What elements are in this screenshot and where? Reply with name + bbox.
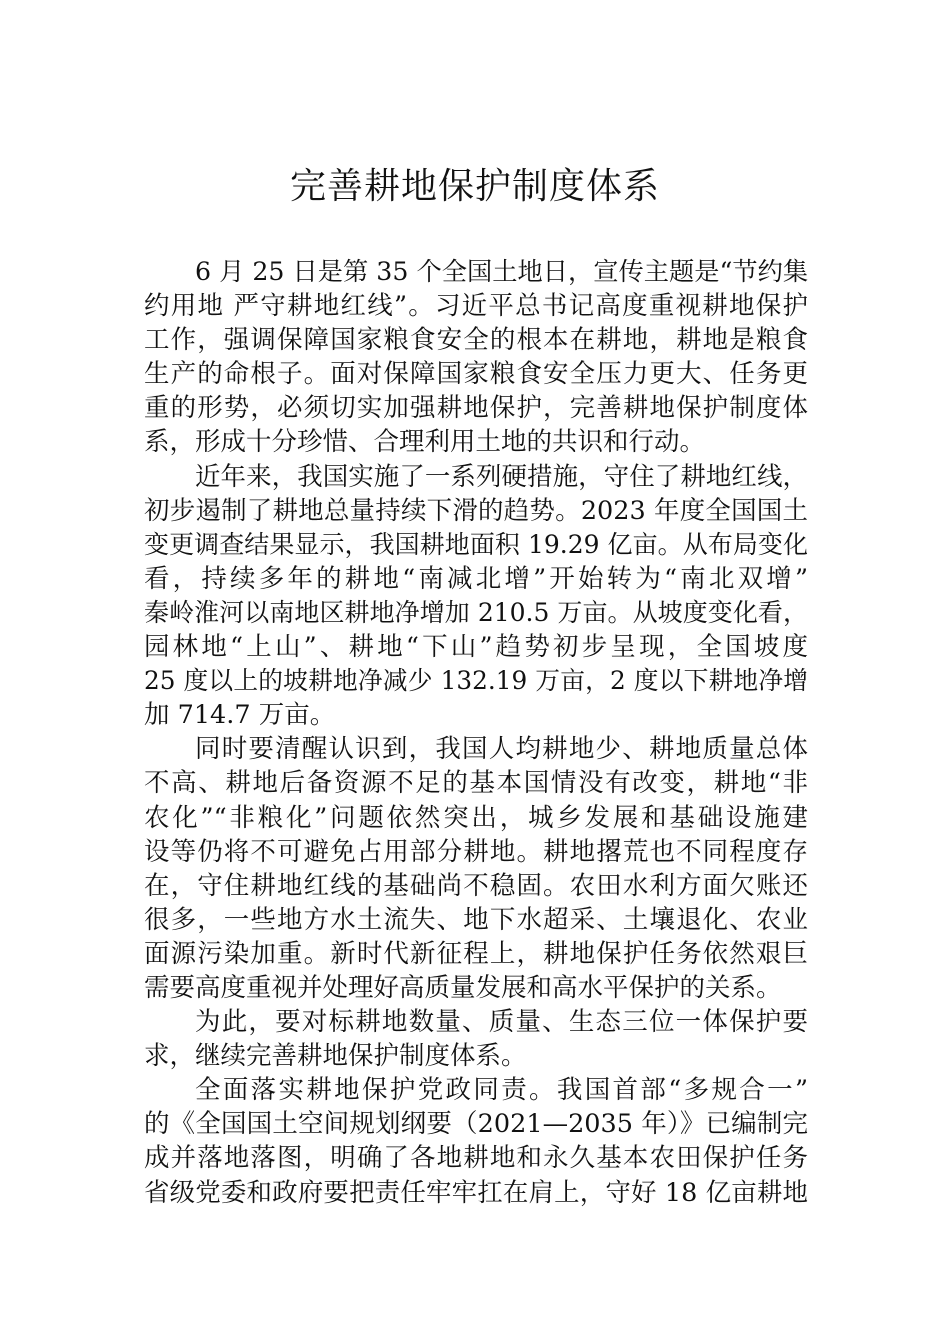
text-line: 省级党委和政府要把责任牢牢扛在肩上，守好 18 亿亩耕地 [144,1177,808,1208]
text-line: 重的形势，必须切实加强耕地保护，完善耕地保护制度体 [144,393,808,424]
document-body [144,255,808,1210]
text-line: 6 月 25 日是第 35 个全国土地日，宣传主题是“节约集 [195,257,808,286]
text-line: 在，守住耕地红线的基础尚不稳固。农田水利方面欠账还 [144,870,808,901]
text-line: 面源污染加重。新时代新征程上，耕地保护任务依然艰巨 [144,938,808,969]
text-line: 的《全国国土空间规划纲要（2021—2035 年）》已编制完 [144,1109,808,1140]
paragraph [144,1005,808,1073]
text-line: 园林地“上山”、耕地“下山”趋势初步呈现，全国坡度 [144,632,808,663]
text-line: 设等仍将不可避免占用部分耕地。耕地撂荒也不同程度存 [144,836,808,867]
text-line: 加 714.7 万亩。 [144,700,336,731]
paragraph [144,460,808,733]
text-line: 生产的命根子。面对保障国家粮食安全压力更大、任务更 [144,359,808,390]
text-line: 需要高度重视并处理好高质量发展和高水平保护的关系。 [144,972,782,1003]
text-line: 秦岭淮河以南地区耕地净增加 210.5 万亩。从坡度变化看， [144,597,808,627]
text-line: 初步遏制了耕地总量持续下滑的趋势。2023 年度全国国土 [144,495,808,526]
paragraph [144,732,808,1005]
paragraph [144,1073,808,1209]
text-line: 全面落实耕地保护党政同责。我国首部“多规合一” [195,1075,808,1106]
text-line: 成并落地落图，明确了各地耕地和永久基本农田保护任务 [144,1143,808,1174]
text-line: 很多，一些地方水土流失、地下水超采、土壤退化、农业 [144,904,808,935]
document-title: 完善耕地保护制度体系 [289,166,660,207]
text-line: 系，形成十分珍惜、合理利用土地的共识和行动。 [144,427,706,458]
text-line: 变更调查结果显示，我国耕地面积 19.29 亿亩。从布局变化 [144,529,808,559]
text-line: 为此，要对标耕地数量、质量、生态三位一体保护要 [195,1007,808,1038]
text-line: 约用地 严守耕地红线”。习近平总书记高度重视耕地保护 [144,291,808,322]
text-line: 25 度以上的坡耕地净减少 132.19 万亩，2 度以下耕地净增 [144,666,808,696]
text-line: 近年来，我国实施了一系列硬措施，守住了耕地红线， [195,461,808,492]
text-line: 工作，强调保障国家粮食安全的根本在耕地，耕地是粮食 [144,325,808,356]
text-line: 看，持续多年的耕地“南减北增”开始转为“南北双增” [144,563,808,594]
paragraph [144,255,808,460]
text-line: 求，继续完善耕地保护制度体系。 [144,1041,527,1072]
text-line: 同时要清醒认识到，我国人均耕地少、耕地质量总体 [195,734,808,765]
text-line: 农化”“非粮化”问题依然突出，城乡发展和基础设施建 [144,802,808,833]
text-line: 不高、耕地后备资源不足的基本国情没有改变，耕地“非 [144,768,808,799]
